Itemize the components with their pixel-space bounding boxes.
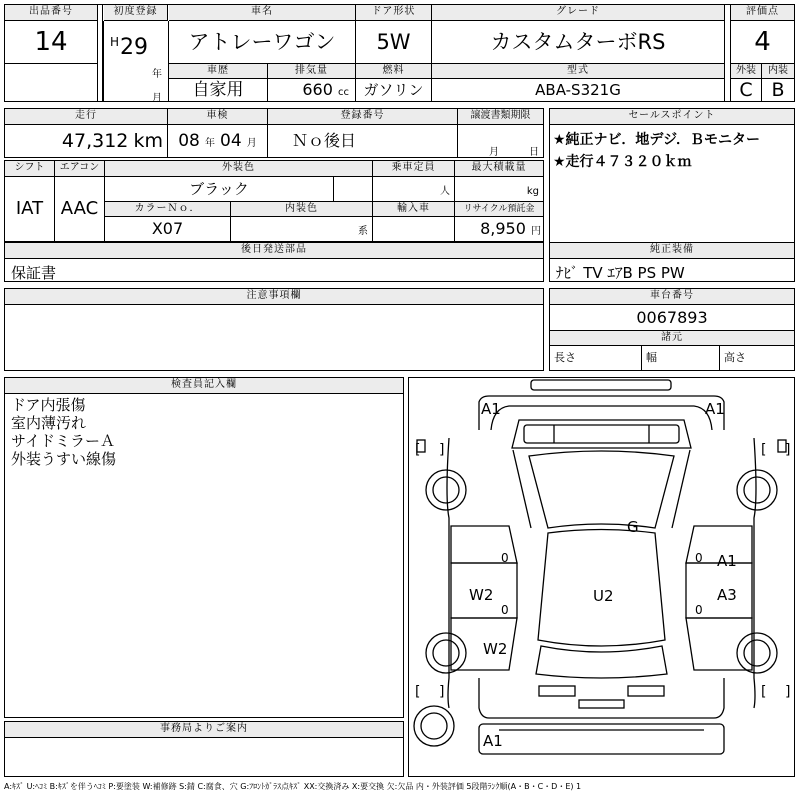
- car-name: アトレーワゴン: [169, 21, 356, 63]
- inspection-cell: [168, 125, 268, 157]
- door-type: 5W: [356, 21, 432, 63]
- inspection-year: 08: [178, 131, 200, 151]
- mileage: 47,312: [61, 130, 129, 152]
- capacity-unit: 人: [373, 177, 455, 201]
- aircon: AAC: [55, 177, 105, 241]
- exterior-color-blank: [333, 177, 373, 201]
- bracket-right-front: [: [761, 442, 767, 458]
- fuel-header: 燃料: [356, 63, 432, 79]
- displacement-header: 排気量: [268, 63, 356, 79]
- registration-number-header: 登録番号: [268, 109, 458, 125]
- chassis-block: [549, 288, 795, 371]
- capacity-header: 乗車定員: [373, 161, 455, 177]
- damage-mark-right-rear-door: A3: [717, 586, 737, 604]
- chassis-header: 車台番号: [550, 289, 794, 305]
- history-header: 車歴: [169, 63, 268, 79]
- parts-block: [4, 242, 544, 282]
- interior-color-header: 内装色: [231, 201, 373, 217]
- zero-mark: 0: [501, 603, 509, 617]
- inspection-month: 04: [220, 131, 242, 151]
- inspector-note: ドア内張傷: [11, 396, 86, 414]
- equipment-block: [549, 242, 795, 282]
- bracket-left-front: ]: [439, 442, 445, 458]
- sales-point: ★純正ナビ．地デジ．Ｂモニター: [553, 132, 761, 148]
- displacement: 660: [302, 80, 333, 99]
- grade-header: グレード: [432, 5, 725, 21]
- import-header: 輸入車: [373, 201, 455, 217]
- damage-mark-right-front-door: A1: [717, 552, 737, 570]
- header-block: [4, 4, 795, 102]
- lot-blank: [5, 63, 98, 101]
- sales-points-header: セールスポイント: [550, 109, 794, 125]
- interior-grade: B: [771, 79, 785, 101]
- first-registration-header: 初度登録: [104, 5, 168, 21]
- car-diagram-svg: [409, 378, 794, 776]
- bracket-right-front: ]: [785, 442, 791, 458]
- registration-year: 29: [120, 35, 148, 60]
- first-registration-cell: [103, 21, 169, 101]
- height-label: 高さ: [724, 351, 746, 364]
- divider: [725, 5, 731, 101]
- chassis-number: 0067893: [636, 308, 708, 327]
- color-number-header: カラーＮｏ．: [105, 201, 231, 217]
- lot-number-header: 出品番号: [5, 5, 98, 21]
- zero-mark: 0: [501, 551, 509, 565]
- grade: カスタムターボRS: [432, 21, 725, 63]
- inspector-note: サイドミラーＡ: [11, 432, 115, 450]
- recycle-cell: [455, 217, 543, 241]
- damage-mark-left-rear-door: W2: [469, 586, 494, 604]
- exterior-color: ブラック: [189, 180, 249, 198]
- width-label: 幅: [642, 346, 720, 370]
- damage-legend: A:ｷｽﾞ U:ﾍｺﾐ B:ｷｽﾞを伴うﾍｺﾐ P:要塗装 W:補修跡 S:錆 C:腐食、穴 G:ﾌﾛﾝﾄｶﾞﾗｽ点ｷｽﾞ XX:交換済み X:要交換 欠:欠品 内・外装評価 5段階ﾗﾝｸ順(A・B・C・D・E) 1: [4, 782, 582, 791]
- era: H: [110, 35, 120, 49]
- door-header: ドア形状: [356, 5, 432, 21]
- inspection-header: 車検: [168, 109, 268, 125]
- sales-points-block: [549, 108, 795, 243]
- damage-mark-front-right: A1: [705, 400, 725, 418]
- model: ABA-S321G: [432, 79, 725, 101]
- damage-mark-roof: U2: [593, 587, 614, 605]
- bracket-left-rear: ]: [439, 684, 445, 700]
- mileage-unit: km: [133, 130, 163, 152]
- shift-header: シフト: [5, 161, 55, 177]
- import-cell: [373, 217, 455, 241]
- divider: [98, 5, 103, 101]
- bracket-left-rear: [: [415, 684, 421, 700]
- inspection-month-unit: 月: [246, 138, 257, 149]
- equipment-header: 純正装備: [550, 243, 794, 259]
- equipment-value: ﾅﾋﾞ TV ｴｱB PS PW: [556, 264, 685, 282]
- inspection-year-unit: 年: [204, 138, 215, 149]
- inspector-header: 検査員記入欄: [5, 378, 403, 394]
- transfer-day: 日: [529, 147, 539, 158]
- year-unit: 年: [152, 69, 162, 80]
- interior-header: 内装: [762, 63, 794, 79]
- damage-mark-rear: A1: [483, 732, 503, 750]
- notes-block: [4, 288, 544, 371]
- parts-header: 後日発送部品: [5, 243, 543, 259]
- notes-header: 注意事項欄: [5, 289, 543, 305]
- inspector-block: [4, 377, 404, 718]
- mileage-block: [4, 108, 544, 158]
- parts-value: 保証書: [11, 264, 57, 282]
- history: 自家用: [169, 79, 268, 101]
- car-name-header: 車名: [169, 5, 356, 21]
- model-header: 型式: [432, 63, 725, 79]
- exterior-header: 外装: [731, 63, 762, 79]
- inspector-note: 外装うすい線傷: [11, 450, 117, 468]
- lot-number: 14: [5, 21, 98, 63]
- month-unit: 月: [152, 93, 162, 101]
- score-header: 評価点: [731, 5, 794, 21]
- dimensions-header: 諸元: [550, 330, 794, 346]
- sales-point: ★走行４７３２０ｋｍ: [553, 154, 692, 170]
- transfer-deadline-header: 譲渡書類期限: [458, 109, 543, 125]
- displacement-cell: [268, 79, 356, 101]
- mileage-cell: [5, 125, 168, 157]
- score: 4: [754, 27, 771, 57]
- displacement-unit: cc: [338, 87, 349, 98]
- shift: IAT: [5, 177, 55, 241]
- color-number: X07: [105, 217, 231, 241]
- transfer-month: 月: [489, 147, 499, 158]
- exterior-grade: C: [731, 79, 762, 101]
- bracket-right-rear: ]: [785, 684, 791, 700]
- office-header: 事務局よりご案内: [5, 722, 403, 738]
- office-block: [4, 721, 404, 777]
- fuel: ガソリン: [356, 79, 432, 101]
- max-load-header: 最大積載量: [455, 161, 543, 177]
- aircon-header: エアコン: [55, 161, 105, 177]
- recycle-unit: 円: [531, 226, 541, 237]
- spec-block: [4, 160, 544, 242]
- bracket-left-front: [: [415, 442, 421, 458]
- mileage-header: 走行: [5, 109, 168, 125]
- zero-mark: 0: [695, 603, 703, 617]
- damage-mark-left-rear-fender: W2: [483, 640, 508, 658]
- bracket-right-rear: [: [761, 684, 767, 700]
- recycle-fee: 8,950: [480, 219, 526, 238]
- max-load-unit: kg: [526, 186, 539, 197]
- length-label: 長さ: [550, 346, 642, 370]
- damage-mark-front-left: A1: [481, 400, 501, 418]
- zero-mark: 0: [695, 551, 703, 565]
- recycle-header: リサイクル預託金: [455, 201, 543, 217]
- registration-number: Ｎｏ後日: [268, 125, 458, 157]
- damage-mark-windshield: G: [627, 518, 639, 536]
- exterior-color-header: 外装色: [105, 161, 373, 177]
- inspector-note: 室内薄汚れ: [11, 414, 87, 432]
- damage-diagram: [408, 377, 795, 777]
- interior-color-unit: 系: [231, 217, 373, 241]
